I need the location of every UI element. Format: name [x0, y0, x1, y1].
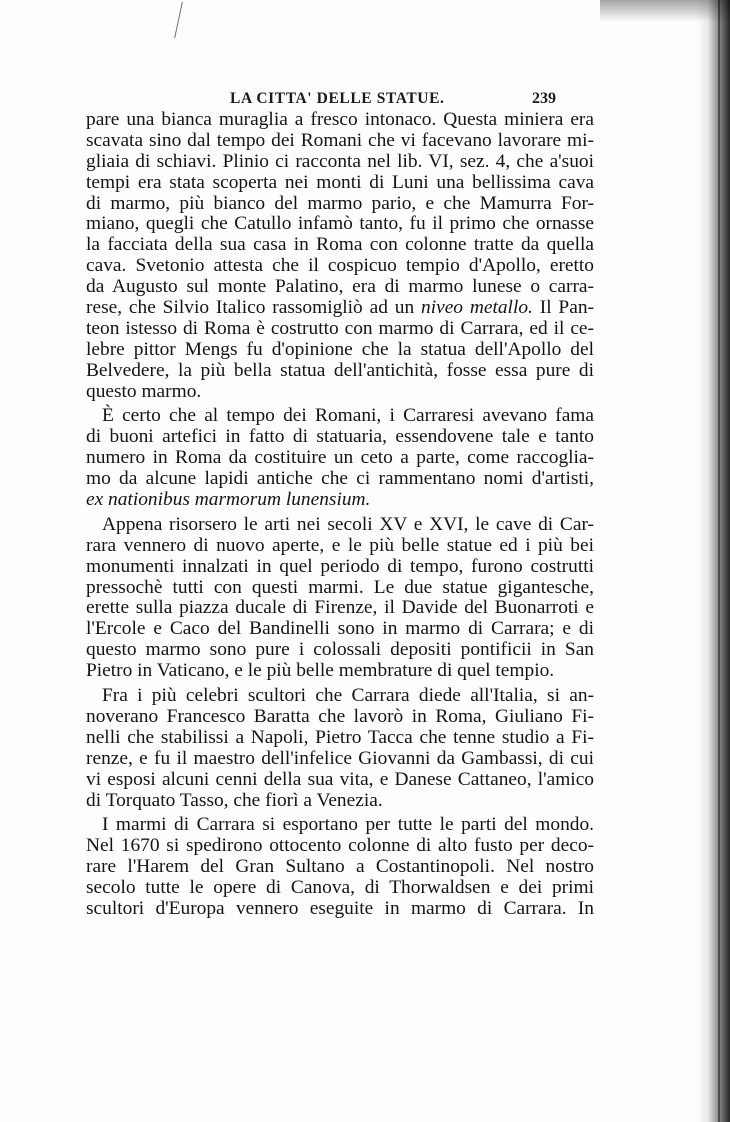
running-title: LA CITTA' DELLE STATUE. — [230, 90, 445, 107]
text-line: scavata sino dal tempo dei Romani che vi facevano lavorare mi- — [86, 129, 594, 151]
text-line: teon istesso di Roma è costrutto con marmo di Carrara, ed il ce- — [86, 317, 594, 339]
text-line: vi esposi alcuni cenni della sua vita, e Danese Cattaneo, l'amico — [86, 768, 594, 790]
paragraph — [86, 815, 594, 919]
body-text — [86, 110, 594, 920]
text-line: secolo tutte le opere di Canova, di Thorwaldsen e dei primi — [86, 877, 594, 899]
text-line: gliaia di schiavi. Plinio ci racconta nel lib. VI, sez. 4, che a'suoi — [86, 150, 594, 172]
text-line: Nel 1670 si spedirono ottocento colonne di alto fusto per deco- — [86, 835, 594, 857]
text-line: I marmi di Carrara si esportano per tutte le parti del mondo. — [102, 814, 594, 836]
page-number: 239 — [532, 90, 556, 107]
text-line: di marmo, più bianco del marmo pario, e che Mamurra For- — [86, 192, 594, 214]
text-line: tempi era stata scoperta nei monti di Luni una bellissima cava — [86, 171, 594, 193]
text-line: miano, quegli che Catullo infamò tanto, fu il primo che ornasse — [86, 213, 594, 235]
text-line: lebre pittor Mengs fu d'opinione che la statua dell'Apollo del — [86, 338, 594, 360]
paragraph — [86, 406, 594, 510]
text-line: mo da alcune lapidi antiche che ci rammentano nomi d'artisti, — [86, 468, 594, 490]
text-line: pressochè tutti con questi marmi. Le due statue gigantesche, — [86, 576, 594, 598]
paragraph — [86, 515, 594, 682]
text-line: di buoni artefici in fatto di statuaria, essendovene tale e tanto — [86, 426, 594, 448]
text-segment: rese, che Silvio Italico rassomigliò ad un — [86, 297, 422, 319]
text-line: erette sulla piazza ducale di Firenze, il Davide del Buonarroti e — [86, 597, 594, 619]
text-line: scultori d'Europa vennero eseguite in marmo di Carrara. In — [86, 897, 594, 919]
page-edge-shadow — [696, 0, 730, 1122]
text-line: questo marmo. — [86, 380, 202, 402]
text-segment: Il Pan- — [532, 297, 594, 319]
text-line: nelli che stabilissi a Napoli, Pietro Tacca che tenne studio a Fi- — [86, 726, 594, 748]
page-edge-line — [718, 0, 720, 1122]
text-line: numero in Roma da costituire un ceto a parte, come raccoglia- — [86, 447, 594, 469]
paragraph — [86, 110, 594, 402]
text-line: Pietro in Vaticano, e le più belle membrature di quel tempio. — [86, 660, 555, 682]
text-line: da Augusto sul monte Palatino, era di marmo lunese o carra- — [86, 276, 594, 298]
text-line: di Torquato Tasso, che fiorì a Venezia. — [86, 789, 383, 811]
text-line: l'Ercole e Caco del Bandinelli sono in marmo di Carrara; e di — [86, 618, 594, 640]
text-line: Fra i più celebri scultori che Carrara diede all'Italia, si an- — [102, 685, 594, 707]
text-line: noverano Francesco Baratta che lavorò in Roma, Giuliano Fi- — [86, 705, 594, 727]
text-line-mixed — [86, 298, 594, 319]
text-line: renze, e fu il maestro dell'infelice Giovanni da Gambassi, di cui — [86, 747, 594, 769]
text-line: Belvedere, la più bella statua dell'antichità, fosse essa pure di — [86, 359, 594, 381]
paragraph — [86, 686, 594, 811]
text-line: monumenti innalzati in quel periodo di tempo, furono costrutti — [86, 555, 594, 577]
text-line: rara vennero di nuovo aperte, e le più belle statue ed i più bei — [86, 534, 594, 556]
text-line: la facciata della sua casa in Roma con colonne tratte da quella — [86, 234, 594, 256]
text-line: Appena risorsero le arti nei secoli XV e XVI, le cave di Car- — [102, 513, 594, 535]
text-line: rare l'Harem del Gran Sultano a Costantinopoli. Nel nostro — [86, 856, 594, 878]
text-line: cava. Svetonio attesta che il cospicuo tempio d'Apollo, eretto — [86, 255, 594, 277]
scan-scratch-mark — [174, 2, 197, 38]
text-line: È certo che al tempo dei Romani, i Carraresi avevano fama — [102, 405, 594, 427]
text-line: pare una bianca muraglia a fresco intonaco. Questa miniera era — [86, 109, 594, 130]
latin-quotation: ex nationibus marmorum lunensium. — [86, 489, 371, 511]
text-line: questo marmo sono pure i colossali depositi pontificii in San — [86, 639, 594, 661]
italic-phrase: niveo metallo. — [421, 297, 533, 319]
